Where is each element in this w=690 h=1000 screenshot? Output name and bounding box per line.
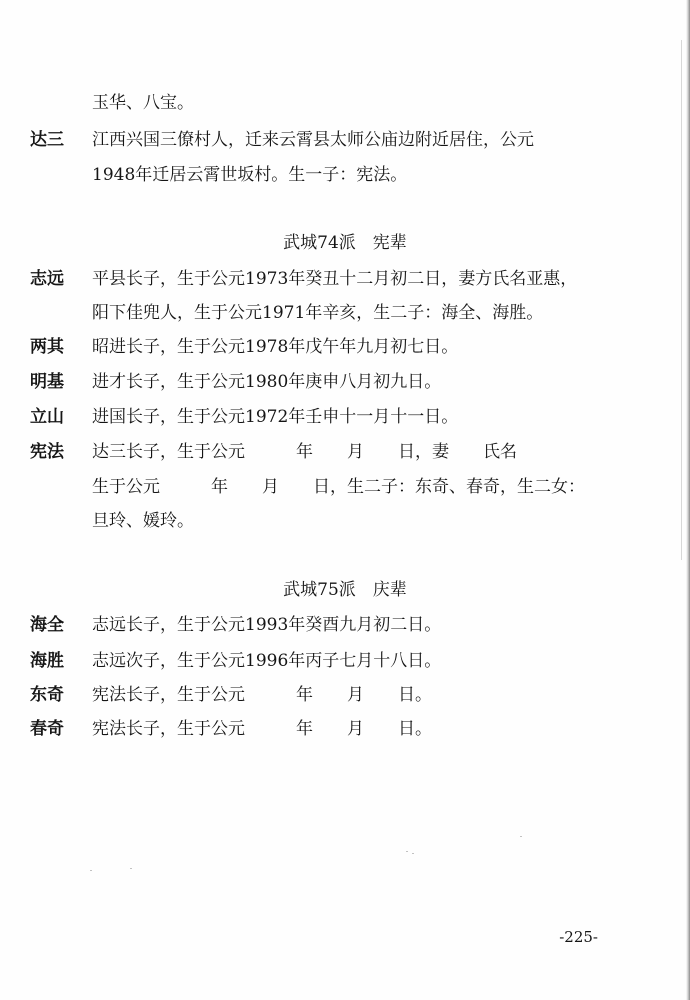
entry-name-dongqi: 东奇 bbox=[30, 685, 64, 705]
entry-text-line: 宪法长子，生于公元 年 月 日。 bbox=[92, 719, 432, 739]
entry-text-line: 志远次子，生于公元1996年丙子七月十八日。 bbox=[92, 651, 442, 671]
entry-name-dasan: 达三 bbox=[30, 130, 64, 150]
generation-heading-75: 武城75派 庆辈 bbox=[283, 580, 407, 600]
scan-speck bbox=[520, 836, 522, 837]
entry-text-line: 昭进长子，生于公元1978年戊午年九月初七日。 bbox=[92, 337, 459, 357]
entry-text-line: 江西兴国三僚村人，迁来云霄县太师公庙边附近居住，公元 bbox=[92, 130, 534, 150]
entry-name-zhiyuan: 志远 bbox=[30, 269, 64, 289]
page-edge-line bbox=[681, 40, 682, 560]
entry-text-line: 宪法长子，生于公元 年 月 日。 bbox=[92, 685, 432, 705]
page-edge-shadow bbox=[686, 0, 690, 1000]
entry-text-line: 达三长子，生于公元 年 月 日，妻 氏名 bbox=[92, 442, 517, 462]
page-number: -225- bbox=[559, 928, 598, 946]
entry-text-line: 进才长子，生于公元1980年庚申八月初九日。 bbox=[92, 372, 442, 392]
entry-name-mingji: 明基 bbox=[30, 372, 64, 392]
entry-name-liangqi: 两其 bbox=[30, 337, 64, 357]
entry-text-line: 阳下佳兜人，生于公元1971年辛亥，生二子：海全、海胜。 bbox=[92, 303, 544, 323]
entry-text-line: 1948年迁居云霄世坂村。生一子：宪法。 bbox=[92, 165, 408, 185]
entry-text-line: 生于公元 年 月 日，生二子：东奇、春奇，生二女： bbox=[92, 477, 585, 497]
entry-text-line: 志远长子，生于公元1993年癸酉九月初二日。 bbox=[92, 615, 442, 635]
scan-speck bbox=[130, 868, 132, 869]
entry-name-chunqi: 春奇 bbox=[30, 719, 64, 739]
scan-speck bbox=[406, 851, 408, 852]
entry-name-xianfa: 宪法 bbox=[30, 442, 64, 462]
continuation-text: 玉华、八宝。 bbox=[92, 93, 194, 113]
entry-name-lishan: 立山 bbox=[30, 407, 64, 427]
entry-text-line: 旦玲、媛玲。 bbox=[92, 511, 194, 531]
entry-name-haiquan: 海全 bbox=[30, 615, 64, 635]
entry-name-haisheng: 海胜 bbox=[30, 651, 64, 671]
entry-text-line: 平县长子，生于公元1973年癸丑十二月初二日，妻方氏名亚惠， bbox=[92, 269, 578, 289]
scan-speck bbox=[90, 870, 92, 871]
entry-text-line: 进国长子，生于公元1972年壬申十一月十一日。 bbox=[92, 407, 459, 427]
generation-heading-74: 武城74派 宪辈 bbox=[283, 233, 407, 253]
scan-speck bbox=[412, 853, 414, 854]
